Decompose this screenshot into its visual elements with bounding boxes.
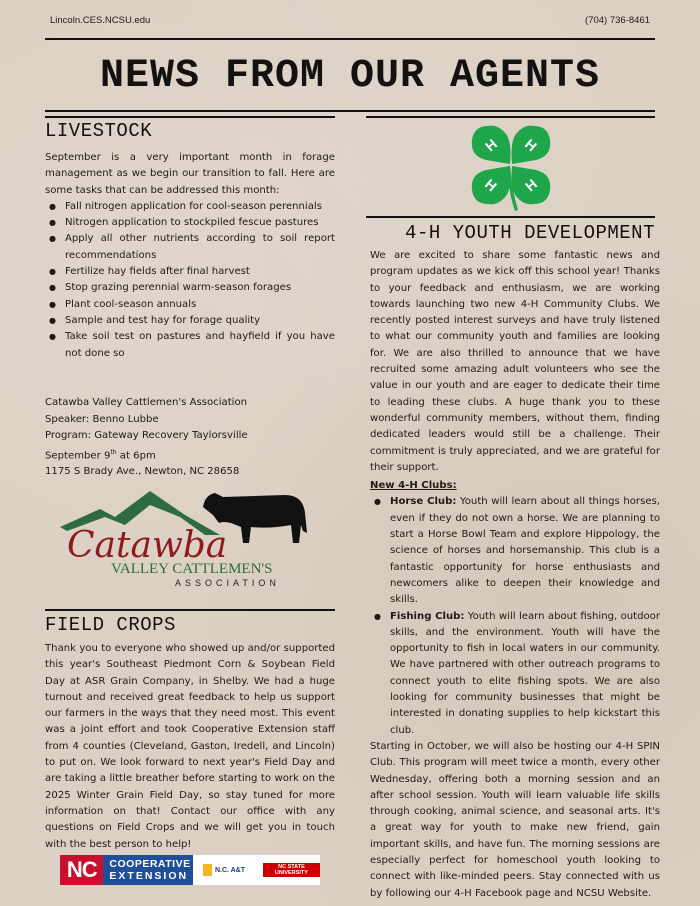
- spin-club-text: Starting in October, we will also be hosting our 4-H SPIN Club. This program will meet twice a month, every other Wednesday, offering both a morning session and an after school session. Youth will learn valuable life skills through cooking, animal science, and seasonal arts. It's a great way for youth to make new friend, gain important skills, and have fun. The morning sessions are especially perfect for homeschool youth looking to connect with like-minded peers. Stay connected with us by following our 4-H Facebook page and NCSU Website.: [370, 740, 660, 899]
- list-item: ● Nitrogen application to stockpiled fescue pastures: [45, 215, 335, 231]
- livestock-task-list: [45, 199, 335, 362]
- header-rule: [45, 38, 655, 40]
- list-item: ● Stop grazing perennial warm-season forages: [45, 280, 335, 296]
- list-item-horse-club: ● Horse Club: Youth will learn about all things horses, even if they do not own a horse. We are planning to start a Horse Bowl Team and explore Hippology, the science of horses and horsemanship. This club is a fantastic opportunity for horse enthusiasts and newcomers alike to deepen their knowledge and skills.: [370, 494, 660, 608]
- nc-cooperative-extension-logo: [60, 855, 320, 885]
- svg-text:VALLEY CATTLEMEN'S: VALLEY CATTLEMEN'S: [111, 561, 273, 577]
- clubs-list: [370, 494, 660, 738]
- catawba-valley-cattlemens-logo: [55, 485, 315, 590]
- 4h-clover-icon: [466, 120, 556, 212]
- youth-intro: We are excited to share some fantastic news and program updates as we kick off this school year! Thanks to your feedback and enthusiasm, we are working towards launching two new 4-H Community Clubs. We recently posted interest surveys and have truly listened to what our community youth and families are looking for. We are also thrilled to announce that we have recruited some amazing adult volunteers who see the value in our youth and are eager to dedicate their time to leading these clubs. A huge thank you to these wonderful community members, without them, finding dedicated leaders would still be a challenge. Their commitment is truly appreciated, and we are grateful for their support.: [370, 250, 660, 473]
- list-item: ● Sample and test hay for forage quality: [45, 313, 335, 329]
- clubs-heading: New 4-H Clubs:: [370, 480, 457, 492]
- livestock-heading: LIVESTOCK: [45, 120, 153, 142]
- field-crops-body: Thank you to everyone who showed up and/or supported this year's Southeast Piedmont Corn & Soybean Field Day at ASR Grain Company, in Shelby. We had a huge turnout and received great feedback to help us support our farmers in the ways that they need most. This event was a joint effort and took Cooperative Extension staff from 4 counties (Cleveland, Gaston, Iredell, and Lincoln) to put on. We look forward to next year's Field Day and are taking a little breather before starting to work on the 2025 Winter Grain Field Day, so stay tuned for more information on that! Contact our office with any questions on Field Crops and we will get you in touch with the best person to help!: [45, 643, 335, 850]
- svg-text:H: H: [521, 135, 541, 155]
- field-crops-rule: [45, 609, 335, 611]
- event-date: September 9th at 6pm: [45, 448, 156, 461]
- svg-text:H: H: [481, 135, 501, 155]
- event-speaker: Speaker: Benno Lubbe: [45, 413, 159, 425]
- list-item: ● Take soil test on pastures and hayfield if you have not done so: [45, 329, 335, 362]
- list-item-fishing-club: ● Fishing Club: Youth will learn about fishing, outdoor skills, and the environment. Youth will have the opportunity to fish in local waters in our community. We have partnered with other outreach programs to connect youth to elite fishing spots. We are also looking for community businesses that might be interested in donating supplies to help kickstart this club.: [370, 609, 660, 739]
- phone-number: (704) 736-8461: [585, 15, 650, 26]
- livestock-intro: September is a very important month in forage management as we begin our transition to fall. Here are some tasks that can be addressed this month:: [45, 152, 335, 196]
- youth-rule: [366, 216, 655, 218]
- website-link[interactable]: Lincoln.CES.NCSU.edu: [50, 15, 151, 26]
- event-organization: Catawba Valley Cattlemen's Association: [45, 397, 248, 408]
- right-column-rule: [366, 116, 655, 118]
- title-rule: [45, 110, 655, 112]
- list-item: ● Plant cool-season annuals: [45, 297, 335, 313]
- list-item: ● Fertilize hay fields after final harvest: [45, 264, 335, 280]
- youth-heading: 4-H YOUTH DEVELOPMENT: [405, 222, 655, 244]
- event-program: Program: Gateway Recovery Taylorsville: [45, 430, 248, 441]
- svg-text:Catawba: Catawba: [67, 525, 228, 566]
- livestock-section: [45, 150, 335, 362]
- list-item: ● Apply all other nutrients according to soil report recommendations: [45, 231, 335, 264]
- event-details: [45, 395, 248, 481]
- svg-text:H: H: [521, 175, 541, 195]
- left-column-rule: [45, 116, 335, 118]
- nc-at-logo: N.C. A&T: [193, 855, 249, 885]
- field-crops-heading: FIELD CROPS: [45, 614, 176, 636]
- nc-mark: NC: [60, 855, 103, 885]
- list-item: ● Fall nitrogen application for cool-season perennials: [45, 199, 335, 215]
- svg-text:H: H: [481, 175, 501, 195]
- svg-text:ASSOCIATION: ASSOCIATION: [175, 578, 280, 588]
- top-bar: [50, 15, 650, 29]
- event-address: 1175 S Brady Ave., Newton, NC 28658: [45, 466, 240, 478]
- page-title: NEWS FROM OUR AGENTS: [99, 54, 601, 99]
- youth-section: [370, 248, 660, 902]
- nc-state-logo: NC STATE UNIVERSITY: [263, 863, 320, 877]
- extension-wordmark: COOPERATIVE EXTENSION: [103, 855, 193, 885]
- aggie-icon: [203, 864, 212, 876]
- mountain-cow-icon: [55, 485, 315, 590]
